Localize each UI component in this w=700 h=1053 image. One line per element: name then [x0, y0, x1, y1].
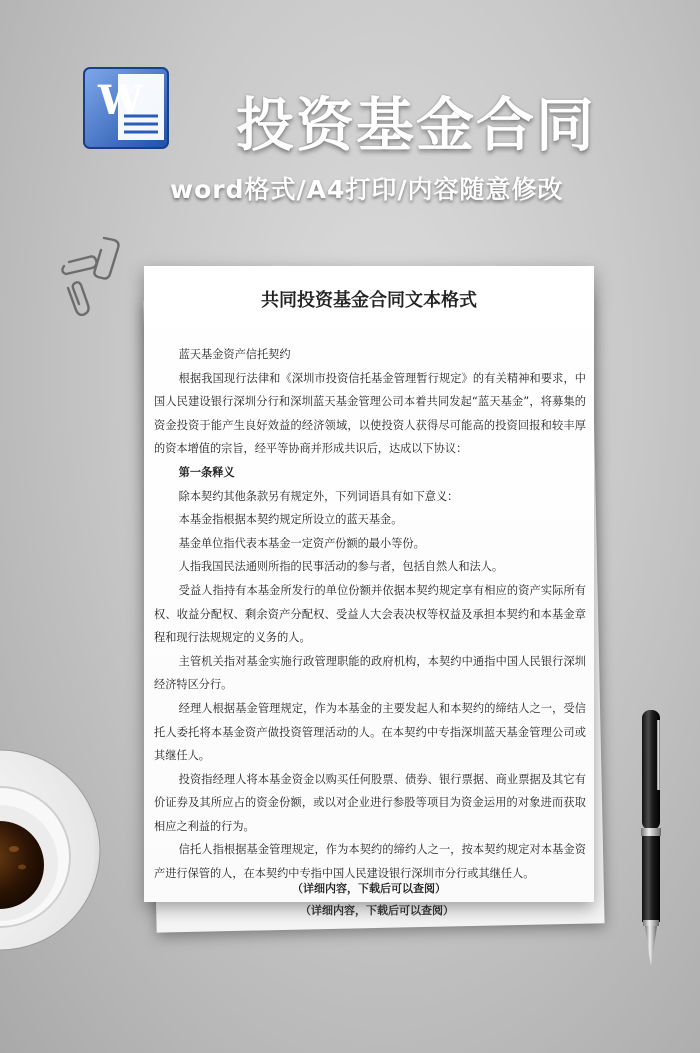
- document-footer: （详细内容，下载后可以查阅）: [292, 882, 446, 895]
- document-title: 共同投资基金合同文本格式: [261, 290, 477, 311]
- word-logo-icon: [80, 62, 176, 154]
- paragraph: 人指我国民法通则所指的民事活动的参与者，包括自然人和法人。: [178, 560, 504, 574]
- section-heading: 第一条释义: [178, 465, 235, 479]
- paperclip-icon: [58, 232, 128, 322]
- paragraph: 根据我国现行法律和《深圳市投资信托基金管理暂行规定》的有关精神和要求，中国人民建设银行深圳分行和深圳蓝天基金管理公司本着共同发起“蓝天基金”，将募集的资金投资于能产生良好效益的经济领域，以使投资人获得尽可能高的投资回报和较丰厚的资本增值的宗旨，经平等协商并形成共识后，达成以下协议：: [154, 371, 586, 456]
- paragraph: 投资指经理人将本基金资金以购买任何股票、债券、银行票据、商业票据及其它有价证券及其所应占的资金份额，或以对企业进行参股等项目为资金运用的对象进而获取相应之利益的行为。: [154, 772, 586, 833]
- back-page-footer: （详细内容，下载后可以查阅）: [300, 904, 454, 917]
- coffee-cup-icon: [0, 745, 110, 955]
- word-logo-letter: W: [98, 77, 143, 124]
- paragraph: 蓝天基金资产信托契约: [178, 348, 291, 361]
- paragraph: 信托人指根据基金管理规定，作为本契约的缔约人之一，按本契约规定对本基金资产进行保管的人，在本契约中专指中国人民建设银行深圳市分行或其继任人。: [154, 843, 586, 881]
- paragraph: 基金单位指代表本基金一定资产份额的最小等份。: [178, 536, 425, 550]
- paragraph: 主管机关指对基金实施行政管理职能的政府机构，本契约中通指中国人民银行深圳经济特区分行。: [154, 654, 586, 692]
- paragraph: 本基金指根据本契约规定所设立的蓝天基金。: [178, 513, 403, 527]
- page-subtitle: word格式/A4打印/内容随意修改: [170, 175, 564, 204]
- document-page: [144, 266, 594, 902]
- page-title: 投资基金合同: [236, 91, 597, 159]
- paragraph: 经理人根据基金管理规定，作为本基金的主要发起人和本契约的缔结人之一，受信托人委托将本基金资产做投资管理活动的人。在本契约中专指深圳蓝天基金管理公司或其继任人。: [154, 701, 586, 763]
- document-body: [154, 343, 586, 886]
- paragraph: 受益人指持有本基金所发行的单位份额并依据本契约规定享有相应的资产实际所有权、收益分配权、剩余资产分配权、受益人大会表决权等权益及承担本契约和本基金章程和现行法规规定的义务的人。: [154, 583, 586, 645]
- fountain-pen-icon: [636, 708, 666, 970]
- paragraph: 除本契约其他条款另有规定外，下列词语具有如下意义：: [178, 489, 459, 503]
